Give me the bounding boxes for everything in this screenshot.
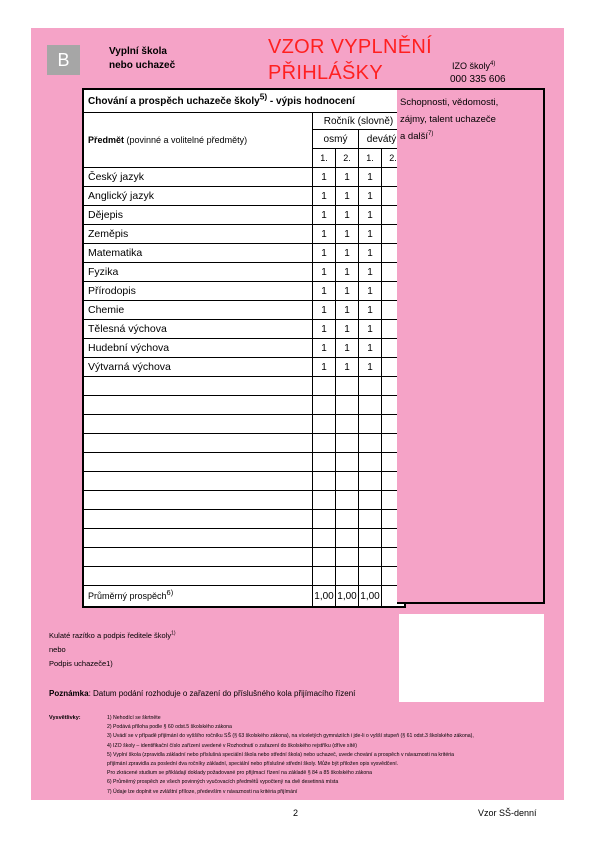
table-row [83,168,405,187]
subject-header-rest: (povinné a volitelné předměty) [124,135,248,145]
subject-cell [83,510,313,529]
subject-cell [83,529,313,548]
average-sup: 6) [166,588,174,597]
stamp-line1 [49,629,176,643]
grade9-header: devátý [359,130,406,149]
semester-header: 1. [313,149,336,168]
subject-cell: Zeměpis [83,225,313,244]
average-label [83,586,313,608]
grade-cell: 1 [336,187,359,206]
subject-cell [83,377,313,396]
grade-cell: 1 [359,263,382,282]
grade-cell: 1 [359,225,382,244]
table-title-main: Chování a prospěch uchazeče školy [88,95,260,107]
table-row [83,567,405,586]
subject-cell [83,453,313,472]
average-value: 1,00 [313,586,336,608]
grade-cell [336,415,359,434]
explanation-item: 1) Nehodící se škrtněte [107,715,161,721]
grade-cell: 1 [313,320,336,339]
abilities-line3-text: a další [400,131,428,142]
explanation-item: 6) Průměrný prospěch ze všech povinných vyučovacích předmětů vypočtený na dvě desetinná místa [107,779,339,786]
subject-cell: Výtvarná výchova [83,358,313,377]
table-row [83,510,405,529]
grade-cell [359,434,382,453]
explanation-item: Pro zkrácené studium se přikládají doklady požadované pro přijímací řízení na základě § 84 a 85 školského zákona [107,770,373,777]
table-row [83,225,405,244]
sample-watermark [268,34,432,86]
grade-cell [313,548,336,567]
grade-cell [313,472,336,491]
grade-cell: 1 [359,282,382,301]
average-label-text: Průměrný prospěch [88,591,167,601]
table-row [83,548,405,567]
grade-cell: 1 [336,206,359,225]
subject-cell [83,567,313,586]
semester-header: 2. [382,149,406,168]
note-text: : Datum podání rozhoduje o zařazení do příslušného kola přijímacího řízení [88,689,356,698]
subject-cell: Matematika [83,244,313,263]
grade-cell: 1 [359,301,382,320]
explanation-item: 2) Podává příloha podle § 60 odst.5 školského zákona [107,724,232,731]
grade-cell [336,453,359,472]
grade-cell: 1 [359,339,382,358]
table-row [83,320,405,339]
grade-cell [336,567,359,586]
subject-cell [83,434,313,453]
grade-cell [359,415,382,434]
subject-cell: Český jazyk [83,168,313,187]
grade-cell: 1 [313,244,336,263]
subject-cell [83,491,313,510]
explanation-item: přijímání zpravidla za poslední dva ročníky základní, speciální nebo příslušné střední školy. Může být přiložen opis vysvědčení. [107,761,399,768]
grade-cell [359,510,382,529]
section-badge: B [47,45,80,75]
grade-cell [313,415,336,434]
table-row [83,301,405,320]
grades-table [82,88,406,608]
grade-cell [359,567,382,586]
izo-label [452,60,495,73]
subject-cell: Přírodopis [83,282,313,301]
explanation-item: 4) IZO školy – identifikační číslo zařízení uvedené v Rozhodnutí o zařazení do školského rejstříku (dříve sítě) [107,742,357,749]
grade-cell: 1 [336,263,359,282]
grade-cell [313,453,336,472]
note-label: Poznámka [49,689,89,698]
table-title-suffix: - výpis hodnocení [267,95,355,107]
stamp-line2: nebo [49,645,66,654]
subject-cell: Hudební výchova [83,339,313,358]
subject-cell [83,415,313,434]
abilities-sup: 7) [428,130,434,137]
grade-cell [336,510,359,529]
grade-cell [336,434,359,453]
grade-cell [336,472,359,491]
watermark-line2: PŘIHLÁŠKY [268,62,383,84]
form-version: Vzor SŠ-denní [478,808,537,818]
subject-header-bold: Předmět [88,135,125,145]
table-row [83,206,405,225]
grade-cell [359,491,382,510]
grade-rows [83,168,405,586]
grade-cell: 1 [359,187,382,206]
grade-cell: 1 [336,339,359,358]
fill-by-line2: nebo uchazeč [109,60,176,71]
grade-cell [336,377,359,396]
page-number: 2 [293,808,299,818]
table-title-sup: 5) [259,91,268,102]
table-row [83,529,405,548]
grade-cell [313,491,336,510]
table-row [83,282,405,301]
subject-cell: Chemie [83,301,313,320]
abilities-box [397,88,545,604]
average-value: 1,00 [359,586,382,608]
subject-cell [83,472,313,491]
fill-by-line1: Vyplní škola [109,46,167,57]
table-row [83,244,405,263]
table-row [83,358,405,377]
grade-cell: 1 [359,358,382,377]
explanation-item: 7) Údaje lze doplnit ve zvláštní příloze, především v návaznosti na kritéria přijímání [107,788,298,795]
grade-cell: 1 [336,320,359,339]
abilities-line1: Schopnosti, vědomosti, [400,97,499,108]
grade-cell: 1 [336,301,359,320]
grade-cell [336,396,359,415]
grade-cell: 1 [359,244,382,263]
grade-cell: 1 [313,263,336,282]
grade-cell [336,491,359,510]
grade-cell [336,548,359,567]
izo-value: 000 335 606 [450,74,506,85]
abilities-line3 [400,128,543,145]
year-header: Ročník (slovně) [313,113,406,130]
grade-cell [313,510,336,529]
grade-cell [359,472,382,491]
grade-cell: 1 [336,225,359,244]
grade-cell: 1 [336,358,359,377]
table-row [83,263,405,282]
grade-cell: 1 [313,339,336,358]
table-row [83,339,405,358]
subject-cell [83,396,313,415]
stamp-line1-sup: 1) [171,630,176,637]
grade-cell: 1 [313,301,336,320]
grade-cell: 1 [313,358,336,377]
subject-cell: Dějepis [83,206,313,225]
table-row [83,396,405,415]
fill-by-label [109,45,229,73]
grade-cell: 1 [359,320,382,339]
explanation-item: 5) Vyplní škola (zpravidla základní nebo příslušná speciální škola nebo střední škola) nebo uchazeč, uvede chování a prospěch v návaznosti na kritéria [107,751,454,758]
grade-cell [313,434,336,453]
izo-label-text: IZO školy [452,61,491,71]
explanations-title: Vysvětlivky: [49,715,81,721]
subject-cell: Tělesná výchova [83,320,313,339]
grade-cell [359,548,382,567]
grade-cell: 1 [359,206,382,225]
grade-cell [359,529,382,548]
subject-cell [83,548,313,567]
grade-cell [359,396,382,415]
explanations-list [107,714,547,797]
grade-cell: 1 [313,225,336,244]
grade-cell [359,377,382,396]
stamp-line3: Podpis uchazeče1) [49,659,113,668]
stamp-line1-text: Kulaté razítko a podpis ředitele školy [49,631,172,640]
grade8-header: osmý [313,130,359,149]
table-row [83,472,405,491]
table-row [83,415,405,434]
subject-header [83,113,313,168]
grade-cell: 1 [336,244,359,263]
grade-cell: 1 [313,206,336,225]
grade-cell: 1 [336,282,359,301]
note [49,689,355,698]
grade-cell: 1 [313,282,336,301]
grade-cell: 1 [313,187,336,206]
table-row [83,434,405,453]
table-row [83,491,405,510]
grade-cell [336,529,359,548]
grade-cell [313,377,336,396]
semester-header: 1. [359,149,382,168]
grade-cell: 1 [359,168,382,187]
grade-cell [359,453,382,472]
average-value: 1,00 [336,586,359,608]
stamp-signature-area [399,614,544,702]
stamp-label [49,629,176,671]
table-row [83,453,405,472]
grade-cell [313,529,336,548]
table-row [83,377,405,396]
explanation-item: 3) Uvádí se v případě přijímání do vyššího ročníku SŠ (§ 63 školského zákona), na víceletých gymnáziích i jde-li o vyšší stupeň (§ 61 odst.3 školského zákona), [107,733,474,740]
grade-cell: 1 [313,168,336,187]
grade-cell [313,567,336,586]
izo-sup: 4) [490,61,496,67]
grade-cell: 1 [336,168,359,187]
grade-cell [313,396,336,415]
table-row [83,187,405,206]
watermark-line1: VZOR VYPLNĚNÍ [268,36,432,58]
semester-header: 2. [336,149,359,168]
abilities-line2: zájmy, talent uchazeče [400,114,496,125]
subject-cell: Fyzika [83,263,313,282]
subject-cell: Anglický jazyk [83,187,313,206]
abilities-text [397,90,543,145]
table-title [83,89,405,113]
